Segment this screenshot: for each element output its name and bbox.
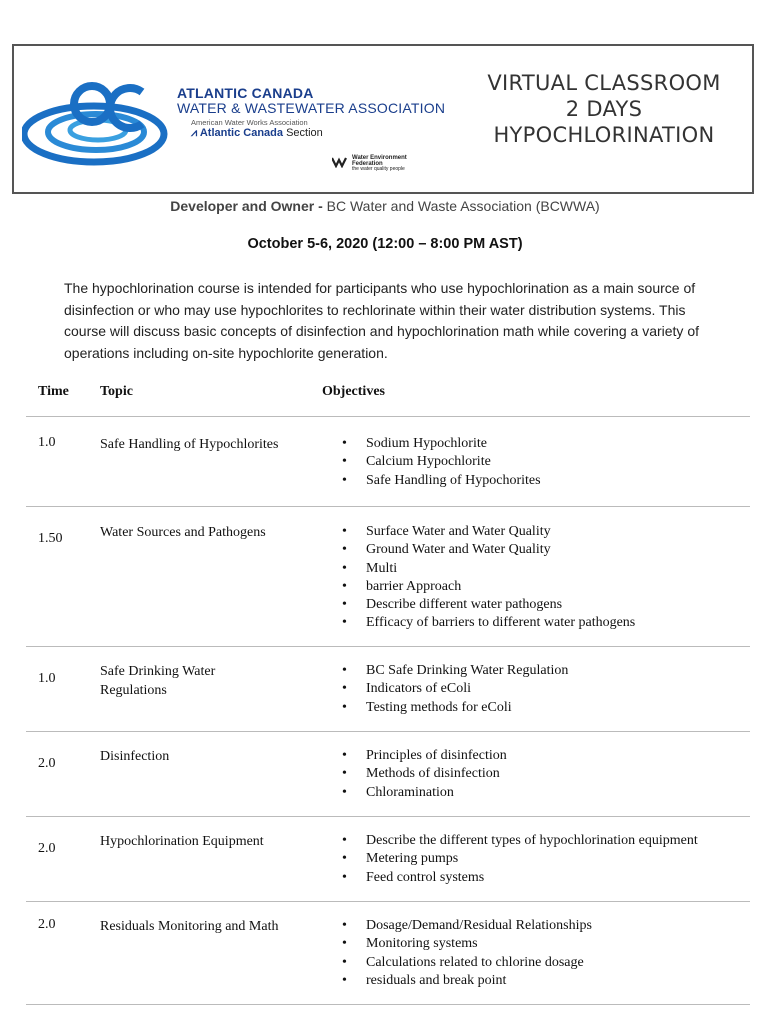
developer-value: BC Water and Waste Association (BCWWA) [326, 198, 600, 214]
developer-line [0, 198, 770, 214]
schedule-row [26, 732, 750, 817]
wef-line1: Water Environment [352, 155, 407, 161]
section-name [177, 127, 445, 139]
row-objectives [322, 917, 592, 990]
course-title [454, 70, 754, 148]
objective-item: • residuals and break point [322, 972, 592, 990]
column-header-time: Time [38, 384, 69, 399]
objective-item: • Describe different water pathogens [322, 596, 635, 614]
schedule-row [26, 417, 750, 507]
objective-item: • Dosage/Demand/Residual Relationships [322, 917, 592, 935]
section-name-bold: Atlantic Canada [199, 127, 283, 139]
row-topic: Safe Drinking Water Regulations [100, 664, 216, 698]
row-objectives [322, 662, 568, 717]
title-line2: 2 DAYS [565, 97, 643, 121]
objective-item: • Methods of disinfection [322, 765, 507, 783]
row-topic: Safe Handling of Hypochlorites [100, 437, 279, 452]
section-word: Section [286, 127, 323, 139]
objective-item: • barrier Approach [322, 578, 635, 596]
water-ripple-logo-icon [22, 72, 182, 172]
schedule-row [26, 902, 750, 1005]
row-objectives [322, 747, 507, 802]
row-topic: Residuals Monitoring and Math [100, 919, 279, 934]
objective-item: • Indicators of eColi [322, 680, 568, 698]
row-topic: Water Sources and Pathogens [100, 525, 266, 540]
acwwa-logo [22, 72, 462, 172]
row-topic: Hypochlorination Equipment [100, 834, 264, 849]
wef-line2: Federation [352, 160, 383, 167]
objective-item: • Principles of disinfection [322, 747, 507, 765]
course-dates: October 5-6, 2020 (12:00 – 8:00 PM AST) [247, 236, 523, 252]
column-header-topic: Topic [100, 384, 133, 399]
row-time: 1.0 [38, 671, 56, 686]
org-name-line2: WATER & WASTEWATER ASSOCIATION [177, 100, 446, 116]
objective-item: • Calculations related to chlorine dosage [322, 954, 592, 972]
awwa-name: American Water Works Association [191, 118, 308, 127]
objective-item: • Sodium Hypochlorite [322, 435, 541, 453]
column-header-objectives: Objectives [322, 384, 385, 399]
row-objectives [322, 435, 541, 490]
awwa-mark-icon: ⩘ [191, 127, 200, 139]
intro-paragraph: The hypochlorination course is intended for participants who use hypochlorination as a main source of disinfection or who may use hypochlorites to rechlorinate within their water distribution systems. This course will discuss basic concepts of disinfection and hypochlorination math while covering a variety of operations including on-site hypochlorite generation. [64, 280, 699, 361]
developer-label: Developer and Owner - [170, 198, 323, 214]
wef-mark-icon [332, 156, 350, 168]
objective-item: • BC Safe Drinking Water Regulation [322, 662, 568, 680]
header-box [12, 44, 754, 194]
objective-item: • Chloramination [322, 784, 507, 802]
row-topic: Disinfection [100, 749, 170, 764]
objective-item: • Metering pumps [322, 850, 698, 868]
objective-item: • Safe Handling of Hypochorites [322, 472, 541, 490]
objective-item: • Efficacy of barriers to different water pathogens [322, 614, 635, 632]
title-line3: HYPOCHLORINATION [493, 123, 715, 147]
objective-item: • Monitoring systems [322, 935, 592, 953]
objective-item: • Testing methods for eColi [322, 699, 568, 717]
logo-text [177, 86, 445, 139]
schedule-row [26, 507, 750, 647]
wef-logo [352, 156, 407, 173]
schedule-table [26, 384, 750, 1005]
row-time: 2.0 [38, 841, 56, 856]
row-time: 2.0 [38, 756, 56, 771]
wef-line3: the water quality people [352, 166, 405, 172]
row-time: 1.0 [38, 435, 56, 450]
objective-item: • Feed control systems [322, 869, 698, 887]
objective-item: • Describe the different types of hypochlorination equipment [322, 832, 698, 850]
row-time: 1.50 [38, 531, 63, 546]
objective-item: • Calcium Hypochlorite [322, 453, 541, 471]
row-time: 2.0 [38, 917, 56, 932]
row-objectives [322, 523, 635, 633]
schedule-header-row [26, 384, 750, 417]
row-objectives [322, 832, 698, 887]
objective-item: • Surface Water and Water Quality [322, 523, 635, 541]
objective-item: • Ground Water and Water Quality [322, 541, 635, 559]
title-line1: VIRTUAL CLASSROOM [487, 71, 721, 95]
schedule-row [26, 817, 750, 902]
objective-item: • Multi [322, 560, 635, 578]
schedule-row [26, 647, 750, 732]
org-name-line1: ATLANTIC CANADA [177, 85, 314, 101]
